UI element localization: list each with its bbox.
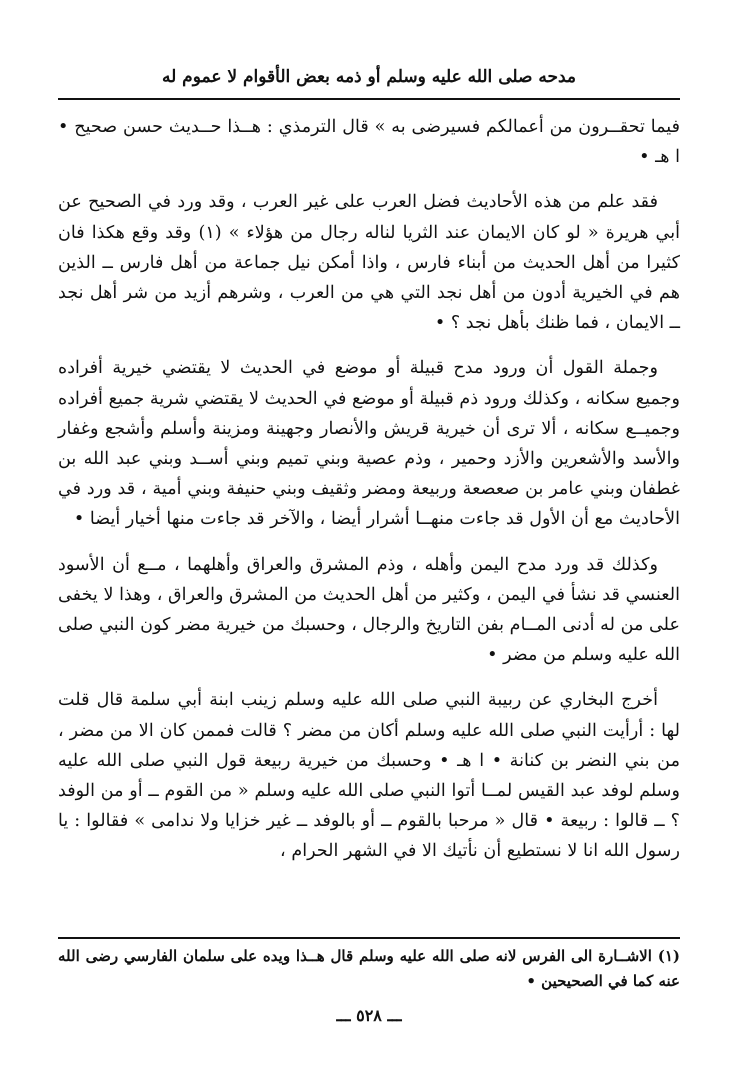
footnote: (١) الاشــارة الى الفرس لانه صلى الله عليه وسلم قال هــذا ويده على سلمان الفارسي رضى الله عنه كما في الصحيحين •: [58, 947, 680, 990]
paragraph-4: وكذلك قد ورد مدح اليمن وأهله ، وذم المشرق والعراق وأهلهما ، مــع أن الأسود العنسي قد نشأ في اليمن ، وكثير من أهل الحديث من المشرق والعراق ، وهذا لا يخفى على من له أدنى المــام بفن التاريخ والرجال ، وحسبك من خيرية مضر كون النبي صلى الله عليه وسلم من مضر •: [58, 554, 680, 666]
running-header: مدحه صلى الله عليه وسلم أو ذمه بعض الأقوام لا عموم له: [161, 67, 577, 87]
paragraph-2: فقد علم من هذه الأحاديث فضل العرب على غير العرب ، وقد ورد في الصحيح عن أبي هريرة « لو كان الايمان عند الثريا لناله رجال من هؤلاء » (١) وقد وقع هكذا فان كثيرا من أهل الحديث من أبناء فارس ، واذا أمكن نيل جماعة من أهل فارس ــ الذين هم في الخيرية أدون من أهل نجد التي هي من العرب ، وشرهم أزيد من شر أهل نجد ــ الايمان ، فما ظنك بأهل نجد ؟ •: [58, 192, 680, 334]
header-divider: [58, 98, 680, 100]
paragraph-5: أخرج البخاري عن ربيبة النبي صلى الله عليه وسلم زينب ابنة أبي سلمة قال قلت لها : أرأيت النبي صلى الله عليه وسلم أكان من مضر ؟ قالت فممن كان الا من مضر ، من بني النضر بن كنانة • ا هـ • وحسبك من خيرية ربيعة قول النبي صلى الله عليه وسلم لوفد عبد القيس لمــا أتوا النبي صلى الله عليه وسلم « من القوم ــ أو من الوفد ؟ ــ قالوا : ربيعة • قال « مرحبا بالقوم ــ أو بالوفد ــ غير خزايا ولا ندامى » فقالوا : يا رسول الله انا لا نستطيع أن نأتيك الا في الشهر الحرام ،: [58, 690, 680, 862]
page-number: ـــ ٥٢٨ ـــ: [336, 1006, 402, 1025]
paragraph-3: وجملة القول أن ورود مدح قبيلة أو موضع في الحديث لا يقتضي خيرية أفراده وجميع سكانه ، وكذلك ورود ذم قبيلة أو موضع في الحديث لا يقتضي شرية جميع أفراده وجميــع سكانه ، ألا ترى أن خيرية قريش والأنصار وجهينة ومزينة وأسلم وأشجع وغفار والأسد والأشعرين والأزد وحمير ، وذم عصية وبني تميم وبني أســد وبني عبد الله بن غطفان وبني عامر بن صعصعة وربيعة ومضر وثقيف وبني حنيفة وبني أمية ، قد ورد في الأحاديث مع أن الأول قد جاءت منهــا أشرار أيضا ، والآخر قد جاءت منها أخيار أيضا •: [58, 358, 680, 530]
book-page: [58, 0, 680, 1089]
main-text: [58, 112, 680, 882]
paragraph-1: فيما تحقــرون من أعمالكم فسيرضى به » قال الترمذي : هــذا حــديث حسن صحيح • ا هـ •: [58, 117, 680, 168]
footnote-divider: [58, 937, 680, 939]
